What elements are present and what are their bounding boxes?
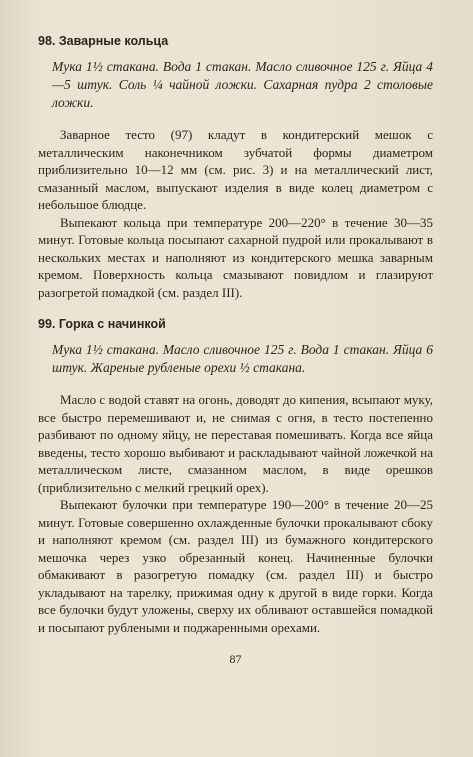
page-number: 87 — [229, 652, 242, 666]
recipe-ingredients: Мука 1½ стакана. Вода 1 стакан. Масло сливочное 125 г. Яйца 4—5 штук. Соль ¼ чайной ложки. Сахарная пудра 2 столовые ложки. — [52, 59, 433, 110]
recipe-paragraph: Заварное тесто (97) кладут в кондитерский мешок с металлическим наконечником зубчатой формы диаметром приблизительно 10—12 мм (см. рис. 3) и на металлический лист, смазанный маслом, выпускают изделия в виде колец диаметром с небольшое блюдце. — [38, 127, 433, 212]
recipe-ingredients: Мука 1½ стакана. Масло сливочное 125 г. Вода 1 стакан. Яйца 6 штук. Жареные рубленые орехи ½ стакана. — [52, 342, 433, 375]
recipe-title: 99. Горка с начинкой — [38, 317, 166, 331]
recipe-paragraph: Масло с водой ставят на огонь, доводят до кипения, всыпают муку, все быстро перемешивают и, не снимая с огня, в тесто постепенно разбивают по одному яйцу, не переставая помешивать. Когда все яйца введены, тесто хорошо выбивают и раскладывают чайной ложечкой на металлическом листе, смазанном маслом, в виде орешков (приблизительно с мелкий грецкий орех). — [38, 392, 433, 495]
recipe-99 — [38, 317, 433, 636]
recipe-paragraph: Выпекают кольца при температуре 200—220° в течение 30—35 минут. Готовые кольца посыпают сахарной пудрой или прокалывают в нескольких местах и наполняют из кондитерского мешка заварным кремом. Поверхность кольца смазывают повидлом и глазируют разогретой помадкой (см. раздел III). — [38, 214, 433, 300]
recipe-98 — [38, 34, 433, 301]
recipe-paragraph: Выпекают булочки при температуре 190—200° в течение 20—25 минут. Готовые совершенно охлажденные булочки прокалывают сбоку и наполняют кремом (см. раздел III) из бумажного кондитерского мешочка через узко обрезанный конец. Начиненные булочки обмакивают в разогретую помадку (см. раздел III) и быстро укладывают на тарелку, прижимая одну к другой в виде горки. Когда все булочки будут уложены, сверху их обливают оставшейся помадкой и посыпают рублеными и поджаренными орехами. — [38, 497, 433, 635]
recipe-title: 98. Заварные кольца — [38, 34, 169, 48]
